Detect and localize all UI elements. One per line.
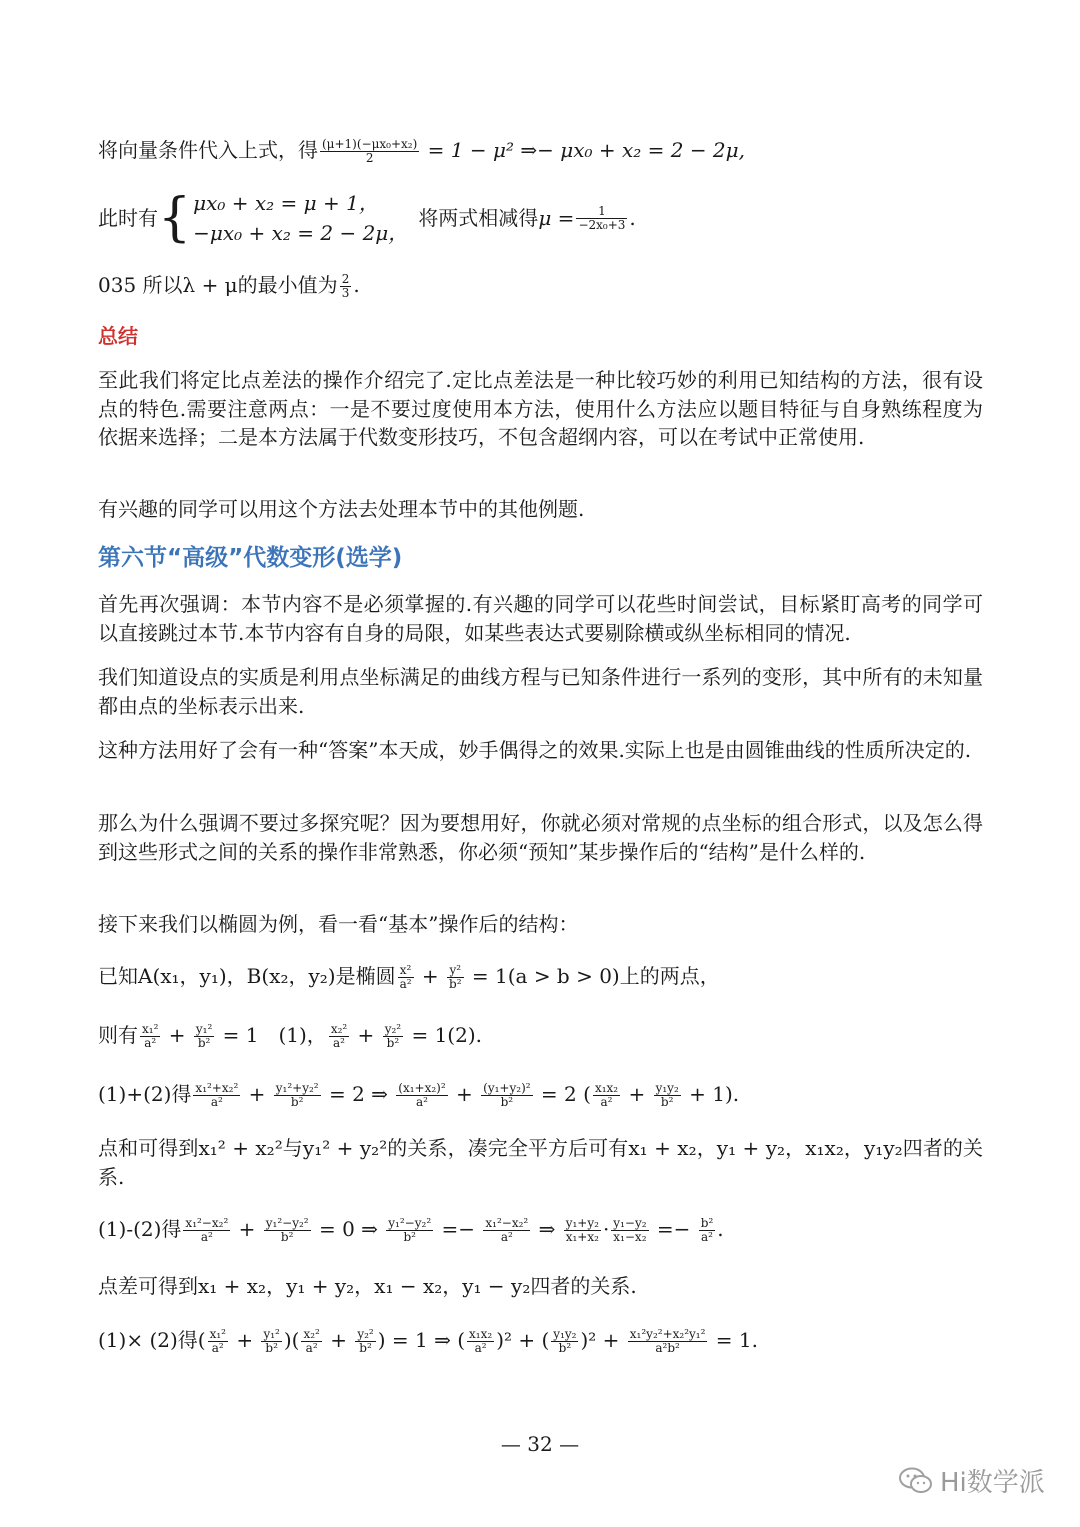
fraction: $\frac{\text{x₁²−x₂²}}{\text{a²}}$ <box>185 1216 229 1244</box>
fraction: $\frac{\text{y²}}{\text{b²}}$ <box>449 963 462 991</box>
watermark-text: Hi数学派 <box>940 1468 1045 1498</box>
fraction: $\frac{\text{(x₁+x₂)²}}{\text{a²}}$ <box>398 1081 446 1109</box>
fraction: $\frac{\text{x²}}{\text{a²}}$ <box>399 963 412 991</box>
section-paragraph-1: 首先再次强调：本节内容不是必须掌握的.有兴趣的同学可以花些时间尝试，目标紧盯高考的同学可以直接跳过本节.本节内容有自身的局限，如某些表达式要剔除横或纵坐标相同的情况. <box>98 592 983 645</box>
fraction: $\frac{\text{x₁x₂}}{\text{a²}}$ <box>469 1327 493 1355</box>
fraction: $\frac{\text{(y₁+y₂)²}}{\text{b²}}$ <box>483 1081 531 1109</box>
summary-heading: 总结 <box>98 324 138 348</box>
fraction: $\frac{\text{(μ+1)(−μx₀+x₂)}}{2}$ <box>322 137 418 165</box>
section-paragraph-2: 我们知道设点的实质是利用点坐标满足的曲线方程与已知条件进行一系列的变形，其中所有的未知量都由点的坐标表示出来. <box>98 665 983 718</box>
fraction: $\frac{2}{3}$ <box>341 272 350 300</box>
fraction: $\frac{\text{y₁y₂}}{\text{b²}}$ <box>655 1081 679 1109</box>
page-number: — 32 — <box>500 1432 580 1456</box>
summary-paragraph: 至此我们将定比点差法的操作介绍完了.定比点差法是一种比较巧妙的利用已知结构的方法，很有设点的特色.需要注意两点：一是不要过度使用本方法，使用什么方法应以题目特征与自身熟练程度为依据来选择；二是本方法属于代数变形技巧，不包含超纲内容，可以在考试中正常使用. <box>98 368 983 449</box>
fraction: $\frac{\text{y₁y₂}}{\text{b²}}$ <box>553 1327 577 1355</box>
fraction: $\frac{\text{x₂²}}{\text{a²}}$ <box>330 1022 348 1050</box>
diff-relation-paragraph: 点差可得到x₁ + x₂，y₁ + y₂，x₁ − x₂，y₁ − y₂四者的关系. <box>98 1274 637 1298</box>
math-line-ellipse: 已知A(x₁，y₁)，B(x₂，y₂)是椭圆 $\frac{\text{x²}}{\text{a²}}$ + $\frac{\text{y²}}{\text{b²}}$ = 1(a > b > 0)上的两点， <box>98 963 720 991</box>
section-paragraph-5: 接下来我们以椭圆为例，看一看“基本”操作后的结构： <box>98 912 579 936</box>
sum-relation-paragraph: 点和可得到x₁² + x₂²与y₁² + y₂²的关系，凑完全平方后可有x₁ + x₂，y₁ + y₂，x₁x₂，y₁y₂四者的关系. <box>98 1136 983 1189</box>
math-line-sum: (1)+(2)得 $\frac{\text{x₁²+x₂²}}{\text{a²}}$ + $\frac{\text{y₁²+y₂²}}{\text{b²}}$ = 2 ⇒ $\frac{\text{(x₁+x₂)²}}{\text{a²}}$ + $\frac{\text{(y₁+y₂)²}}{\text{b²}}$ = 2 ( $\frac{\text{x₁x₂}}{\text{a²}}$ + $\frac{\text{y₁y₂}}{\text{b²}}$ + 1). <box>98 1081 740 1109</box>
fraction: $\frac{\text{x₁x₂}}{\text{a²}}$ <box>594 1081 619 1109</box>
fraction: $\frac{1}{\text{−2x₀+3}}$ <box>578 203 626 232</box>
fraction: $\frac{\text{y₂²}}{\text{b²}}$ <box>384 1022 402 1050</box>
wechat-icon <box>898 1466 934 1496</box>
conclusion-line: 035 所以λ + μ的最小值为 $\frac{2}{3}$ . <box>98 272 360 300</box>
fraction: $\frac{\text{y₁²−y₂²}}{\text{b²}}$ <box>265 1216 309 1244</box>
fraction: $\frac{\text{y₁+y₂}}{\text{x₁+x₂}}$ <box>565 1216 599 1244</box>
fraction: $\frac{\text{x₁²}}{\text{a²}}$ <box>209 1327 226 1355</box>
fraction: $\frac{\text{y₁²}}{\text{b²}}$ <box>263 1327 280 1355</box>
fraction: $\frac{\text{y₁²+y₂²}}{\text{b²}}$ <box>275 1081 319 1109</box>
section-paragraph-3: 这种方法用好了会有一种“答案”本天成，妙手偶得之的效果.实际上也是由圆锥曲线的性质所决定的. <box>98 738 972 762</box>
fraction: $\frac{\text{y₁−y₂}}{\text{x₁−x₂}}$ <box>613 1216 647 1244</box>
summary-paragraph-2: 有兴趣的同学可以用这个方法去处理本节中的其他例题. <box>98 497 585 521</box>
math-line-equations: 则有 $\frac{\text{x₁²}}{\text{a²}}$ + $\frac{\text{y₁²}}{\text{b²}}$ = 1 (1)， $\frac{\text{x₂²}}{\text{a²}}$ + $\frac{\text{y₂²}}{\text{b²}}$ = 1(2). <box>98 1022 482 1050</box>
fraction: $\frac{\text{y₁²}}{\text{b²}}$ <box>195 1022 213 1050</box>
fraction: $\frac{\text{y₂²}}{\text{b²}}$ <box>357 1327 374 1355</box>
equation-system-line: 此时有 { μx₀ + x₂ = μ + 1， −μx₀ + x₂ = 2 − 2μ， 将两式相减得 μ = $\frac{1}{\text{−2x₀+3}}$ . <box>98 188 636 248</box>
watermark <box>898 1462 1045 1499</box>
fraction: $\frac{\text{b²}}{\text{a²}}$ <box>700 1216 714 1244</box>
math-line-product: (1)× (2)得( $\frac{\text{x₁²}}{\text{a²}}$ + $\frac{\text{y₁²}}{\text{b²}}$ )( $\frac{\text{x₂²}}{\text{a²}}$ + $\frac{\text{y₂²}}{\text{b²}}$ ) = 1 ⇒ ( $\frac{\text{x₁x₂}}{\text{a²}}$ )² + ( $\frac{\text{y₁y₂}}{\text{b²}}$ )² + $\frac{\text{x₁²y₂²+x₂²y₁²}}{\text{a²b²}}$ = 1. <box>98 1327 758 1355</box>
fraction: $\frac{\text{x₂²}}{\text{a²}}$ <box>303 1327 320 1355</box>
fraction: $\frac{\text{x₁²−x₂²}}{\text{a²}}$ <box>485 1216 529 1244</box>
fraction: $\frac{\text{x₁²}}{\text{a²}}$ <box>142 1022 159 1050</box>
fraction: $\frac{\text{x₁²+x₂²}}{\text{a²}}$ <box>195 1081 239 1109</box>
math-line-difference: (1)-(2)得 $\frac{\text{x₁²−x₂²}}{\text{a²}}$ + $\frac{\text{y₁²−y₂²}}{\text{b²}}$ = 0 ⇒ $\frac{\text{y₁²−y₂²}}{\text{b²}}$ =− $\frac{\text{x₁²−x₂²}}{\text{a²}}$ ⇒ $\frac{\text{y₁+y₂}}{\text{x₁+x₂}}$ · $\frac{\text{y₁−y₂}}{\text{x₁−x₂}}$ =− $\frac{\text{b²}}{\text{a²}}$ . <box>98 1216 724 1244</box>
section-paragraph-4: 那么为什么强调不要过多探究呢？因为要想用好，你就必须对常规的点坐标的组合形式，以及怎么得到这些形式之间的关系的操作非常熟悉，你必须“预知”某步操作后的“结构”是什么样的. <box>98 811 983 864</box>
fraction: $\frac{\text{y₁²−y₂²}}{\text{b²}}$ <box>388 1216 432 1244</box>
equation-line-1: 将向量条件代入上式，得 $\frac{\text{(μ+1)(−μx₀+x₂)}}{2}$ = 1 − μ² ⇒− μx₀ + x₂ = 2 − 2μ, <box>98 137 746 165</box>
fraction: $\frac{\text{x₁²y₂²+x₂²y₁²}}{\text{a²b²}}$ <box>629 1327 706 1355</box>
section-title: 第六节“高级”代数变形(选学) <box>98 545 403 571</box>
equation-system: { μx₀ + x₂ = μ + 1， −μx₀ + x₂ = 2 − 2μ， <box>158 188 409 248</box>
left-brace: { <box>158 188 192 248</box>
